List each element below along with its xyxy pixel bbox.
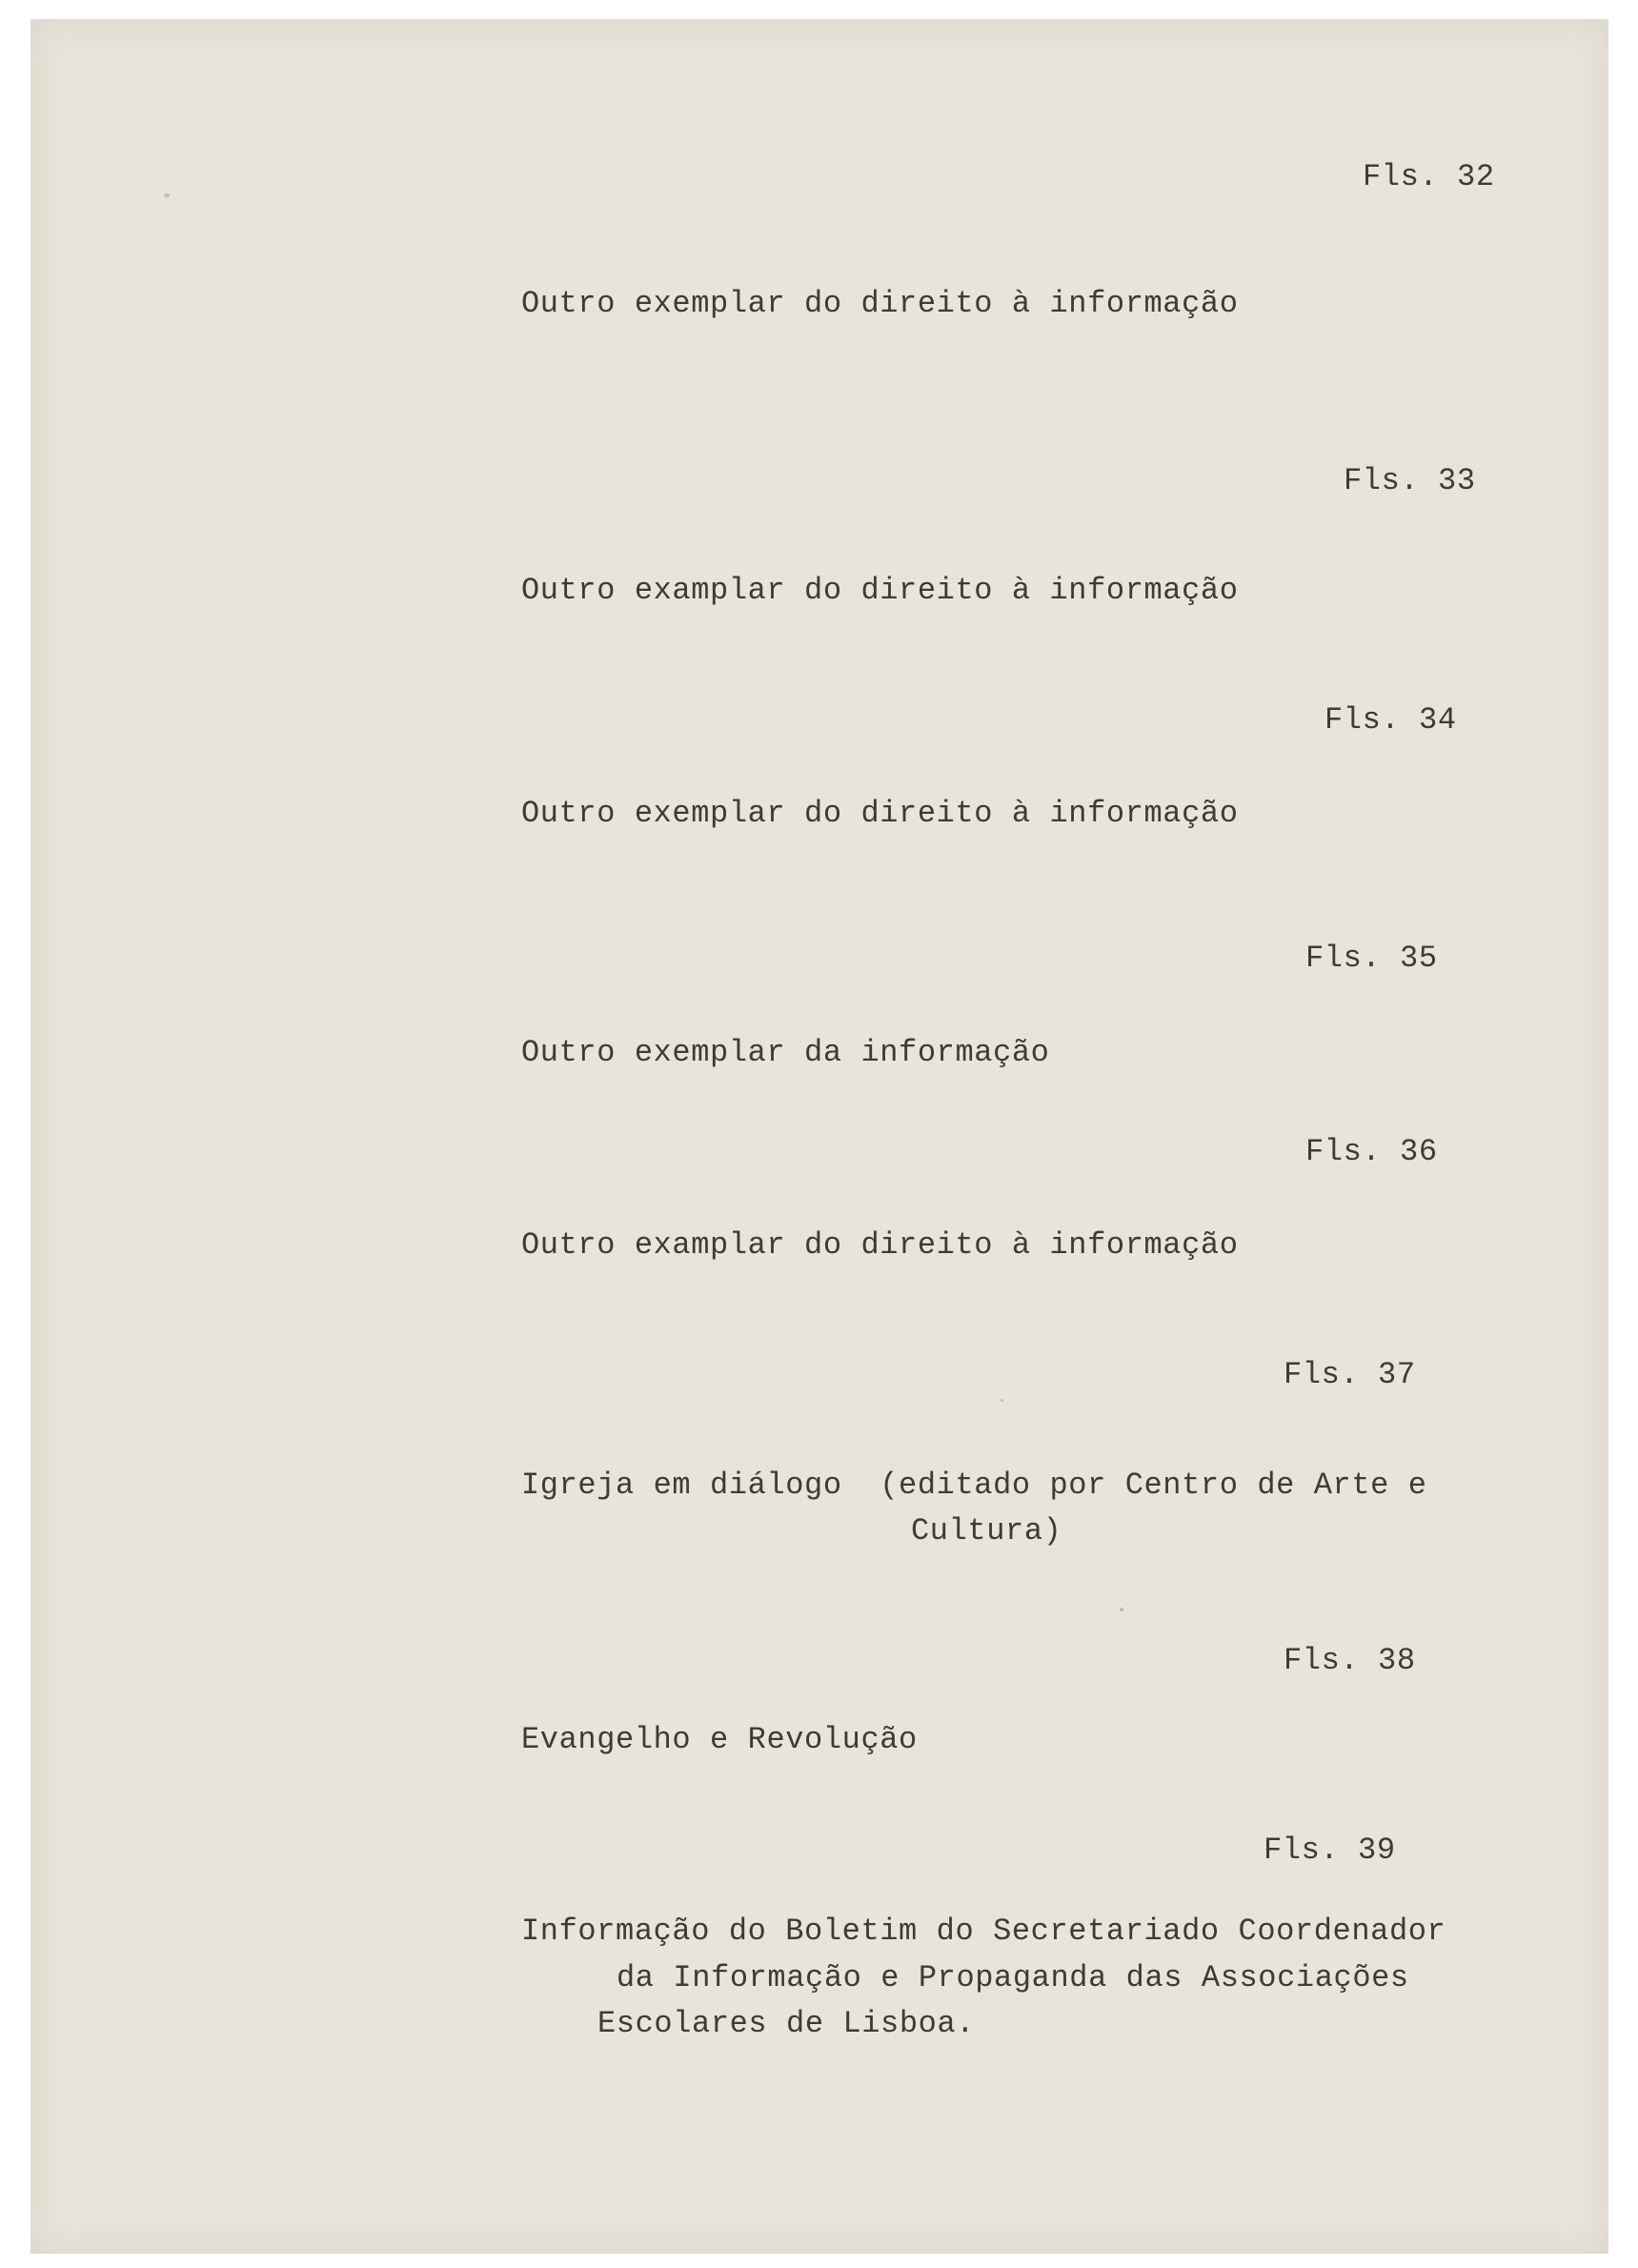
entry-text: Outro exemplar do direito à informação <box>521 796 1239 831</box>
folio-label: Fls. 35 <box>1305 941 1438 976</box>
folio-label: Fls. 38 <box>1284 1643 1416 1678</box>
entry-text-continued: da Informação e Propaganda das Associações <box>617 1960 1409 1995</box>
entry-text: Outro examplar do direito à informação <box>521 573 1239 608</box>
entry-text: Outro exemplar da informação <box>521 1035 1050 1070</box>
entry-text-continued: Cultura) <box>911 1513 1062 1549</box>
folio-label: Fls. 33 <box>1344 463 1476 498</box>
folio-label: Fls. 36 <box>1305 1134 1438 1169</box>
folio-label: Fls. 32 <box>1363 159 1495 194</box>
folio-label: Fls. 37 <box>1284 1357 1416 1392</box>
paper-speck <box>164 193 170 197</box>
entry-text: Outro exemplar do direito à informação <box>521 286 1239 321</box>
paper-speck <box>1001 1399 1003 1402</box>
entry-text: Igreja em diálogo (editado por Centro de Arte e <box>521 1468 1427 1503</box>
entry-text: Evangelho e Revolução <box>521 1722 918 1757</box>
entry-text: Informação do Boletim do Secretariado Coordenador <box>521 1914 1446 1949</box>
folio-label: Fls. 34 <box>1325 702 1457 738</box>
entry-text-continued: Escolares de Lisboa. <box>597 2006 976 2041</box>
paper-speck <box>1120 1608 1123 1611</box>
entry-text: Outro examplar do direito à informação <box>521 1227 1239 1263</box>
folio-label: Fls. 39 <box>1264 1833 1396 1868</box>
